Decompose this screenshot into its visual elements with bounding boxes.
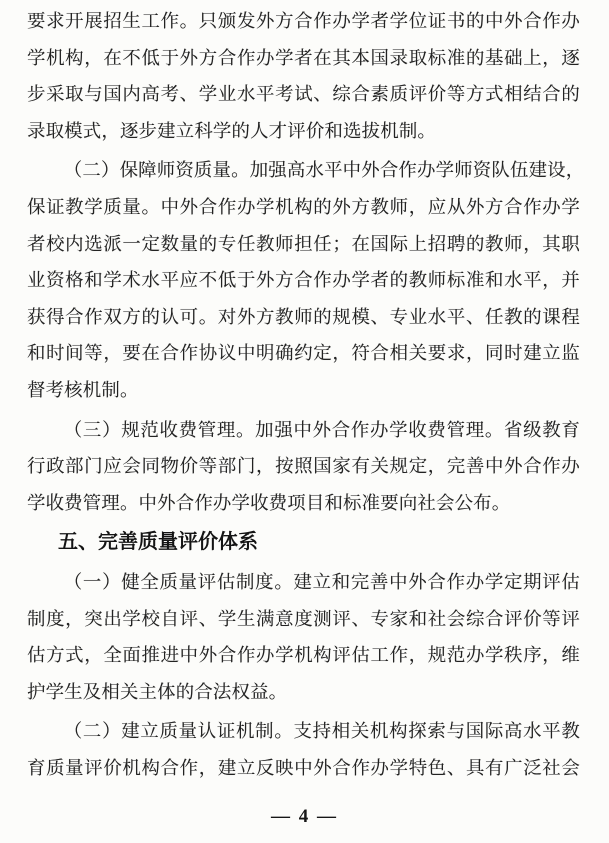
- text-line: 学机构，在不低于外方合作办学者在其本国录取标准的基础上，逐: [27, 47, 580, 68]
- text-line: 估方式，全面推进中外合作办学机构评估工作，规范办学秩序，维: [27, 645, 580, 666]
- text-line: 和时间等，要在合作协议中明确约定，符合相关要求，同时建立监: [27, 343, 580, 364]
- paragraph-continuation: [27, 3, 580, 149]
- text-line: 督考核机制。: [27, 379, 139, 400]
- text-line: （二）保障师资质量。加强高水平中外合作办学师资队伍建设，: [63, 160, 585, 181]
- text-line: 学收费管理。中外合作办学收费项目和标准要向社会公布。: [27, 492, 511, 513]
- paragraph-quality-assessment: [27, 564, 580, 710]
- paragraph-teacher-quality: [27, 152, 585, 408]
- text-line: 制度，突出学校自评、学生满意度测评、专家和社会综合评价等评: [27, 608, 580, 629]
- text-line: 行政部门应会同物价等部门，按照国家有关规定，完善中外合作办: [27, 456, 580, 477]
- text-line: （三）规范收费管理。加强中外合作办学收费管理。省级教育: [63, 419, 580, 440]
- section-heading: 五、完善质量评价体系: [58, 531, 258, 554]
- text-line: 育质量评价机构合作，建立反映中外合作办学特色、具有广泛社会: [27, 757, 580, 778]
- text-line: （二）建立质量认证机制。支持相关机构探索与国际高水平教: [63, 721, 580, 742]
- text-line: 步采取与国内高考、学业水平考试、综合素质评价等方式相结合的: [27, 84, 580, 105]
- paragraph-fee-management: [27, 412, 580, 522]
- text-line: 护学生及相关主体的合法权益。: [27, 681, 288, 702]
- text-line: 保证教学质量。中外合作办学机构的外方教师，应从外方合作办学: [27, 196, 580, 217]
- text-line: 获得合作双方的认可。对外方教师的规模、专业水平、任教的课程: [27, 306, 580, 327]
- text-line: 要求开展招生工作。只颁发外方合作办学者学位证书的中外合作办: [27, 11, 580, 31]
- text-line: （一）健全质量评估制度。建立和完善中外合作办学定期评估: [63, 571, 580, 592]
- document-body: [27, 3, 585, 789]
- text-line: 业资格和学术水平应不低于外方合作办学者的教师标准和水平，并: [27, 270, 580, 291]
- page-number: — 4 —: [271, 806, 338, 827]
- text-line: 录取模式，逐步建立科学的人才评价和选拔机制。: [27, 120, 436, 141]
- text-line: 者校内选派一定数量的专任教师担任；在国际上招聘的教师，其职: [27, 233, 580, 254]
- paragraph-quality-certification: [27, 713, 580, 786]
